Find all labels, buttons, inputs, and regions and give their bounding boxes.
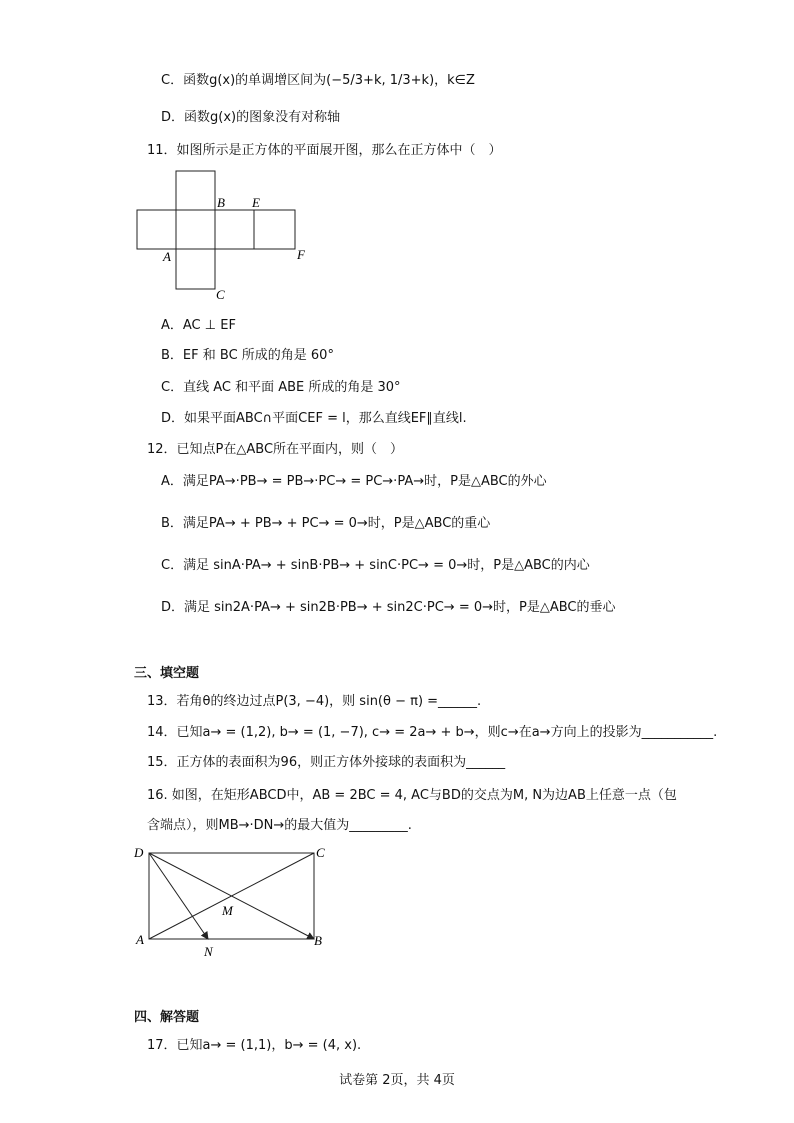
q15: 15．正方体的表面积为96，则正方体外接球的表面积为______ — [147, 755, 506, 770]
q17: 17．已知a→ = (1,1)，b→ = (4, x). — [147, 1038, 362, 1053]
net-square-bottom — [176, 249, 215, 289]
q12-stem: 12．已知点P在△ABC所在平面内，则（ ） — [147, 442, 404, 457]
net-label-b: B — [217, 195, 225, 210]
q10-option-d: D．函数g(x)的图象没有对称轴 — [161, 110, 341, 125]
vector-dn — [149, 853, 208, 939]
q11-option-c: C．直线 AC 和平面 ABE 所成的角是 30° — [161, 380, 401, 395]
section-4-heading: 四、解答题 — [134, 1010, 200, 1025]
net-label-c: C — [216, 287, 225, 302]
q11-option-b: B．EF 和 BC 所成的角是 60° — [161, 348, 334, 363]
section-3-heading: 三、填空题 — [134, 666, 200, 681]
rectangle-figure — [130, 840, 340, 965]
net-label-e: E — [252, 195, 260, 210]
q16-line-1: 16. 如图，在矩形ABCD中，AB = 2BC = 4, AC与BD的交点为M, N为边AB上任意一点（包 — [147, 788, 677, 803]
net-square-top — [176, 171, 215, 210]
rect-label-a: A — [136, 932, 144, 947]
q12-option-c: C．满足 sinA·PA→ + sinB·PB→ + sinC·PC→ = 0→时，P是△ABC的内心 — [161, 558, 590, 573]
net-square-2 — [176, 210, 215, 249]
q12-option-d: D．满足 sin2A·PA→ + sin2B·PB→ + sin2C·PC→ = 0→时，P是△ABC的垂心 — [161, 600, 616, 615]
q12-option-a: A．满足PA→·PB→ = PB→·PC→ = PC→·PA→时，P是△ABC的外心 — [161, 474, 547, 489]
q12-option-b: B．满足PA→ + PB→ + PC→ = 0→时，P是△ABC的重心 — [161, 516, 491, 531]
rect-label-c: C — [316, 845, 325, 860]
q11-stem: 11．如图所示是正方体的平面展开图，那么在正方体中（ ） — [147, 143, 502, 158]
net-square-3 — [215, 210, 254, 249]
q10-option-c: C．函数g(x)的单调增区间为(−5/3+k, 1/3+k)，k∈Z — [161, 73, 475, 88]
net-label-f: F — [297, 247, 305, 262]
rect-label-n: N — [204, 944, 213, 959]
page-footer: 试卷第 2页，共 4页 — [339, 1073, 455, 1088]
rect-label-m: M — [222, 903, 233, 918]
q11-option-a: A．AC ⊥ EF — [161, 318, 236, 333]
net-label-a: A — [163, 249, 171, 264]
q16-line-2: 含端点），则MB→·DN→的最大值为_________. — [147, 818, 412, 833]
q14: 14．已知a→ = (1,2), b→ = (1, −7), c→ = 2a→ + b→，则c→在a→方向上的投影为___________. — [147, 725, 718, 740]
cube-net-figure — [130, 165, 330, 305]
net-square-4 — [254, 210, 295, 249]
net-square-1 — [137, 210, 176, 249]
rect-label-d: D — [134, 845, 144, 860]
q13: 13．若角θ的终边过点P(3, −4)，则 sin(θ − π) =______. — [147, 694, 482, 709]
rect-label-b: B — [314, 933, 322, 948]
q11-option-d: D．如果平面ABC∩平面CEF = l，那么直线EF∥直线l. — [161, 411, 467, 426]
